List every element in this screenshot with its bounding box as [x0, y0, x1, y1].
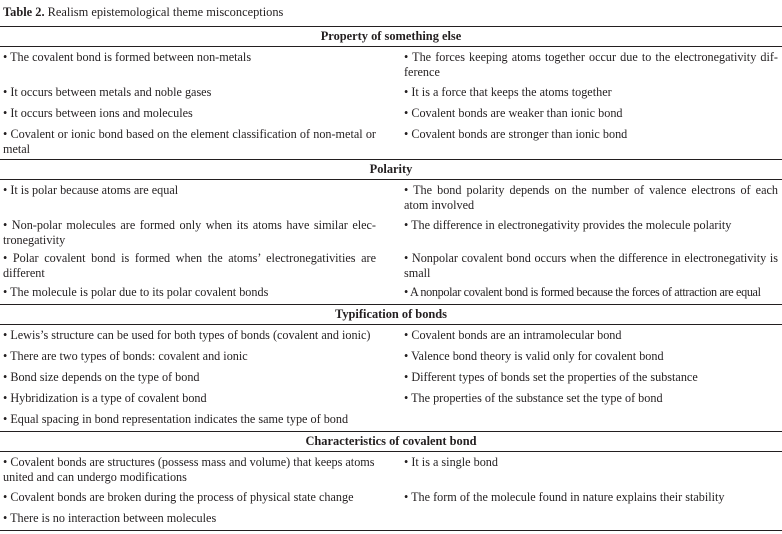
left-cell: • There is no interaction between molecules	[3, 511, 217, 525]
left-cell: • Covalent bonds are structures (possess mass and volume) that keeps atoms united and can undergo modifications	[3, 455, 375, 484]
left-cell: • There are two types of bonds: covalent and ionic	[3, 349, 248, 363]
right-cell: • The forces keeping atoms together occur due to the electronegativity dif-ference	[404, 50, 778, 79]
right-cell: • Covalent bonds are an intramolecular bond	[404, 328, 622, 342]
left-cell: • It occurs between ions and molecules	[3, 106, 193, 120]
section-characteristics-of-covalent-bond	[0, 431, 782, 531]
table-row	[0, 370, 782, 391]
right-cell: • Nonpolar covalent bond occurs when the difference in electronegativity is small	[404, 251, 778, 280]
table-row	[0, 412, 782, 431]
table-row	[0, 127, 782, 159]
table-row	[0, 50, 782, 85]
left-cell: • The covalent bond is formed between non-metals	[3, 50, 252, 64]
right-cell: • It is a force that keeps the atoms together	[404, 85, 612, 99]
right-cell: • A nonpolar covalent bond is formed because the forces of attraction are equal	[404, 285, 761, 299]
right-cell: • It is a single bond	[404, 455, 498, 469]
left-cell: • Bond size depends on the type of bond	[3, 370, 200, 384]
right-cell: • Covalent bonds are stronger than ionic bond	[404, 127, 628, 141]
left-cell: • Covalent bonds are broken during the process of physical state change	[3, 490, 354, 504]
misconceptions-table	[0, 26, 782, 531]
table-row	[0, 183, 782, 218]
table-row	[0, 251, 782, 285]
table-row	[0, 511, 782, 530]
table-row	[0, 490, 782, 511]
left-cell: • The molecule is polar due to its polar covalent bonds	[3, 285, 269, 299]
left-cell: • Covalent or ionic bond based on the element classification of non-metal or metal	[3, 127, 376, 156]
left-cell: • Non-polar molecules are formed only when its atoms have similar elec-tronegativity	[3, 218, 376, 247]
table-row	[0, 218, 782, 251]
left-cell: • Polar covalent bond is formed when the atoms’ electronegativities are different	[3, 251, 376, 280]
left-cell: • Lewis’s structure can be used for both types of bonds (covalent and ionic)	[3, 328, 371, 342]
section-polarity	[0, 159, 782, 304]
left-cell: • It occurs between metals and noble gases	[3, 85, 212, 99]
right-cell: • The difference in electronegativity provides the molecule polarity	[404, 218, 732, 232]
section-property-of-something-else	[0, 26, 782, 159]
table-caption	[3, 5, 283, 19]
right-cell: • The bond polarity depends on the number of valence electrons of each atom involved	[404, 183, 778, 212]
right-cell: • The properties of the substance set the type of bond	[404, 391, 663, 405]
left-cell: • It is polar because atoms are equal	[3, 183, 179, 197]
table-row	[0, 328, 782, 349]
table-row	[0, 391, 782, 412]
table-caption-text: Realism epistemological theme misconceptions	[44, 5, 284, 19]
right-cell: • The form of the molecule found in nature explains their stability	[404, 490, 725, 504]
left-cell: • Equal spacing in bond representation indicates the same type of bond	[3, 412, 349, 426]
section-heading: Typification of bonds	[0, 304, 782, 325]
section-typification-of-bonds	[0, 304, 782, 431]
table-row	[0, 285, 782, 304]
table-row	[0, 349, 782, 370]
table-row	[0, 85, 782, 106]
right-cell: • Covalent bonds are weaker than ionic bond	[404, 106, 623, 120]
left-cell: • Hybridization is a type of covalent bond	[3, 391, 207, 405]
section-heading: Characteristics of covalent bond	[0, 431, 782, 452]
section-heading: Polarity	[0, 159, 782, 180]
right-cell: • Different types of bonds set the properties of the substance	[404, 370, 698, 384]
table-caption-label: Table 2.	[3, 5, 45, 19]
table-row	[0, 455, 782, 490]
right-cell: • Valence bond theory is valid only for covalent bond	[404, 349, 664, 363]
table-row	[0, 106, 782, 127]
section-heading: Property of something else	[0, 26, 782, 47]
